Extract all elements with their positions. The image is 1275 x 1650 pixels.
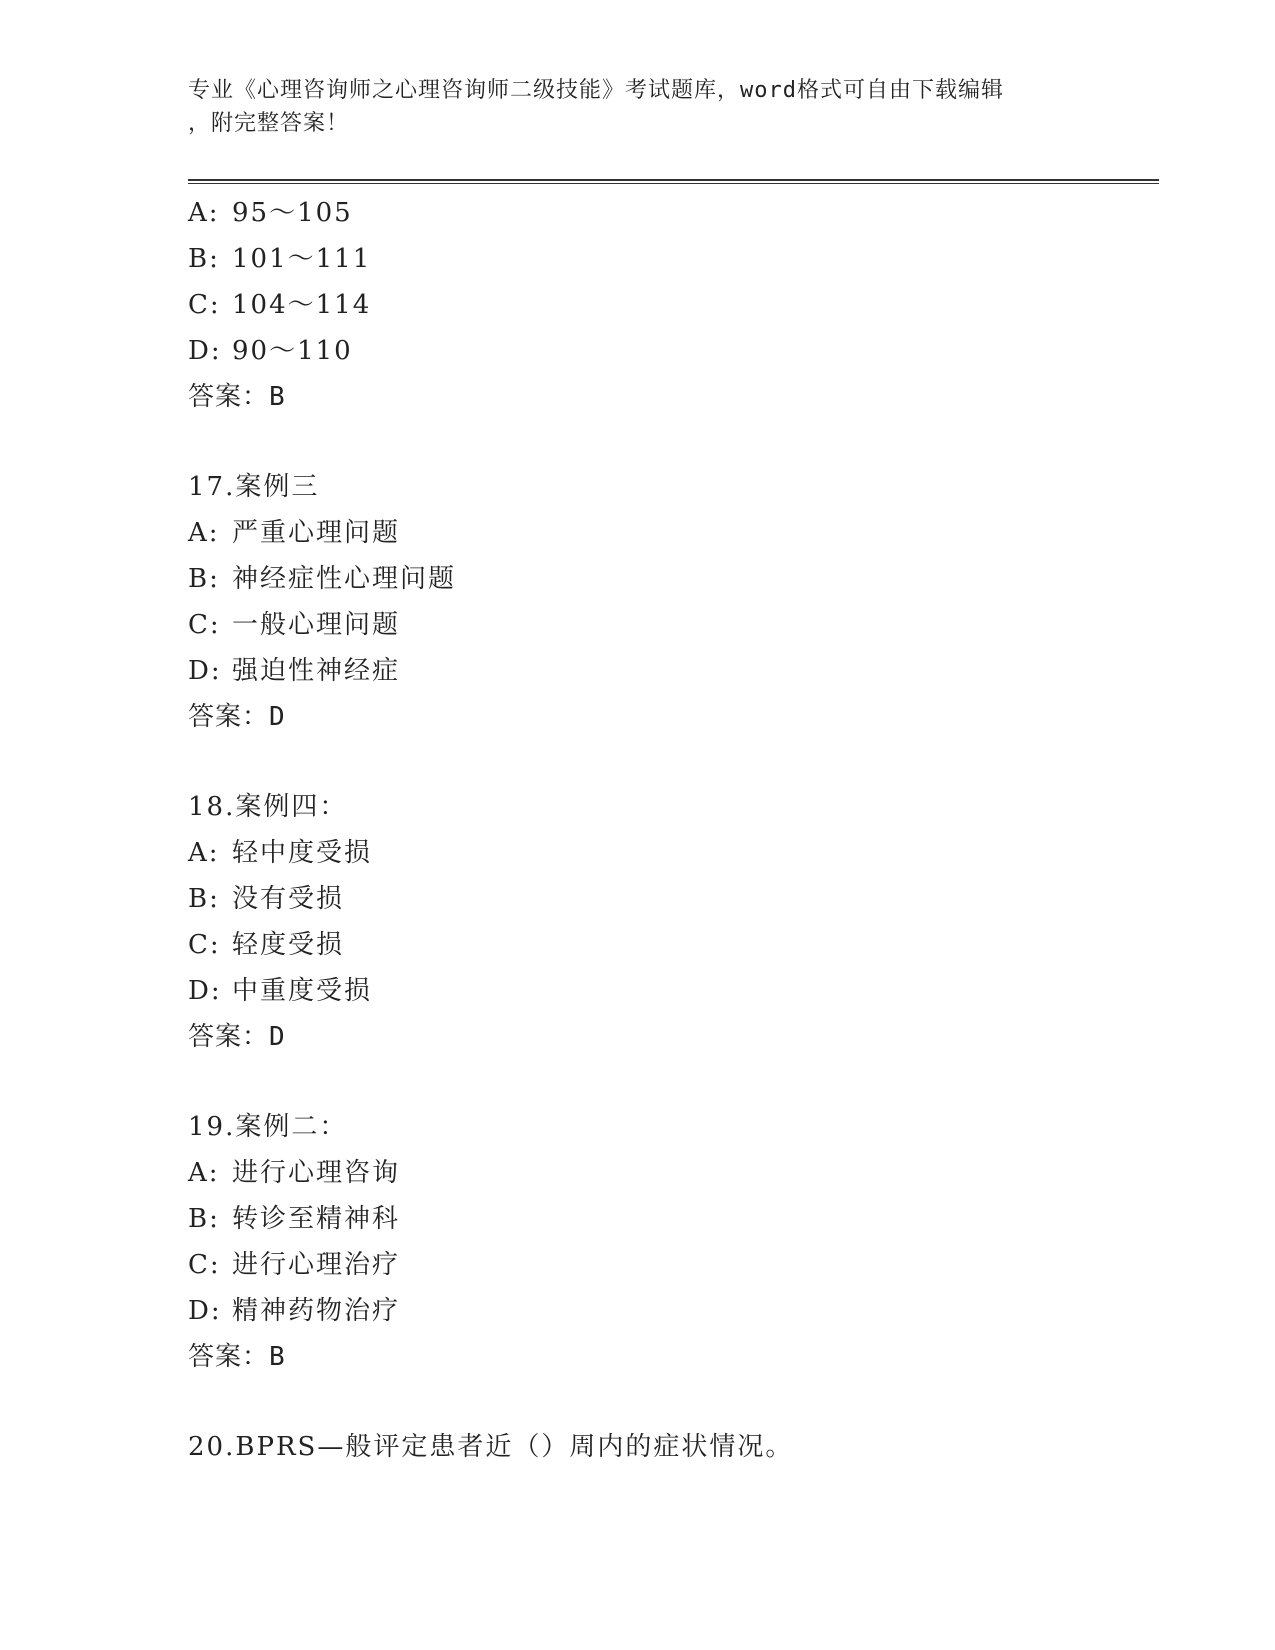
answer-value: D — [269, 1022, 286, 1052]
answer-line — [188, 374, 1148, 420]
answer-line — [188, 694, 1148, 740]
option-a — [188, 190, 1148, 236]
option-c — [188, 1242, 1148, 1288]
question-title: 17.案例三 — [188, 472, 320, 502]
question-16 — [188, 190, 1148, 420]
question-title: 19.案例二： — [188, 1112, 348, 1142]
option-letter: B: — [188, 564, 220, 594]
option-letter: C: — [188, 290, 221, 320]
option-letter: C: — [188, 610, 221, 640]
option-c — [188, 922, 1148, 968]
option-d — [188, 328, 1148, 374]
question-20 — [188, 1424, 1148, 1470]
option-text: 转诊至精神科 — [232, 1204, 401, 1234]
question-18 — [188, 784, 1148, 1060]
document-header — [188, 74, 1088, 140]
answer-value: B — [269, 382, 286, 412]
option-text: 一般心理问题 — [232, 610, 401, 640]
option-a — [188, 510, 1148, 556]
header-divider — [188, 179, 1159, 181]
option-text: 轻度受损 — [232, 930, 345, 960]
option-d — [188, 1288, 1148, 1334]
answer-label: 答案： — [188, 1022, 270, 1052]
option-letter: D: — [188, 336, 222, 366]
header-line-1: 专业《心理咨询师之心理咨询师二级技能》考试题库，word格式可自由下载编辑 — [188, 78, 1004, 103]
option-letter: A: — [188, 198, 220, 228]
option-text: 神经症性心理问题 — [232, 564, 457, 594]
option-letter: A: — [188, 518, 220, 548]
option-text: 95～105 — [232, 198, 353, 228]
option-text: 101～111 — [232, 244, 372, 274]
answer-label: 答案： — [188, 702, 270, 732]
question-17 — [188, 464, 1148, 740]
option-letter: C: — [188, 930, 221, 960]
option-text: 进行心理咨询 — [232, 1158, 401, 1188]
option-a — [188, 830, 1148, 876]
option-text: 强迫性神经症 — [232, 656, 401, 686]
option-text: 中重度受损 — [232, 976, 373, 1006]
option-a — [188, 1150, 1148, 1196]
option-d — [188, 648, 1148, 694]
answer-line — [188, 1334, 1148, 1380]
answer-value: D — [269, 702, 286, 732]
answer-label: 答案： — [188, 382, 270, 412]
answer-label: 答案： — [188, 1342, 270, 1372]
option-d — [188, 968, 1148, 1014]
answer-value: B — [269, 1342, 286, 1372]
question-19 — [188, 1104, 1148, 1380]
question-list — [188, 190, 1148, 1470]
option-text: 精神药物治疗 — [232, 1296, 401, 1326]
question-title: 18.案例四： — [188, 792, 348, 822]
option-b — [188, 876, 1148, 922]
option-b — [188, 1196, 1148, 1242]
option-letter: D: — [188, 976, 222, 1006]
option-letter: B: — [188, 1204, 220, 1234]
header-divider-thin — [188, 183, 1159, 184]
option-letter: C: — [188, 1250, 221, 1280]
option-text: 104～114 — [232, 290, 372, 320]
option-text: 严重心理问题 — [232, 518, 401, 548]
option-letter: D: — [188, 656, 222, 686]
option-letter: B: — [188, 884, 220, 914]
question-title: 20.BPRS—般评定患者近（）周内的症状情况。 — [188, 1432, 794, 1462]
option-text: 进行心理治疗 — [232, 1250, 401, 1280]
header-line-2: ，附完整答案！ — [188, 111, 350, 136]
option-c — [188, 602, 1148, 648]
option-text: 轻中度受损 — [232, 838, 373, 868]
option-c — [188, 282, 1148, 328]
option-text: 没有受损 — [232, 884, 345, 914]
option-letter: A: — [188, 1158, 220, 1188]
answer-line — [188, 1014, 1148, 1060]
option-letter: D: — [188, 1296, 222, 1326]
option-letter: A: — [188, 838, 220, 868]
option-b — [188, 556, 1148, 602]
option-text: 90～110 — [232, 336, 353, 366]
option-letter: B: — [188, 244, 220, 274]
option-b — [188, 236, 1148, 282]
